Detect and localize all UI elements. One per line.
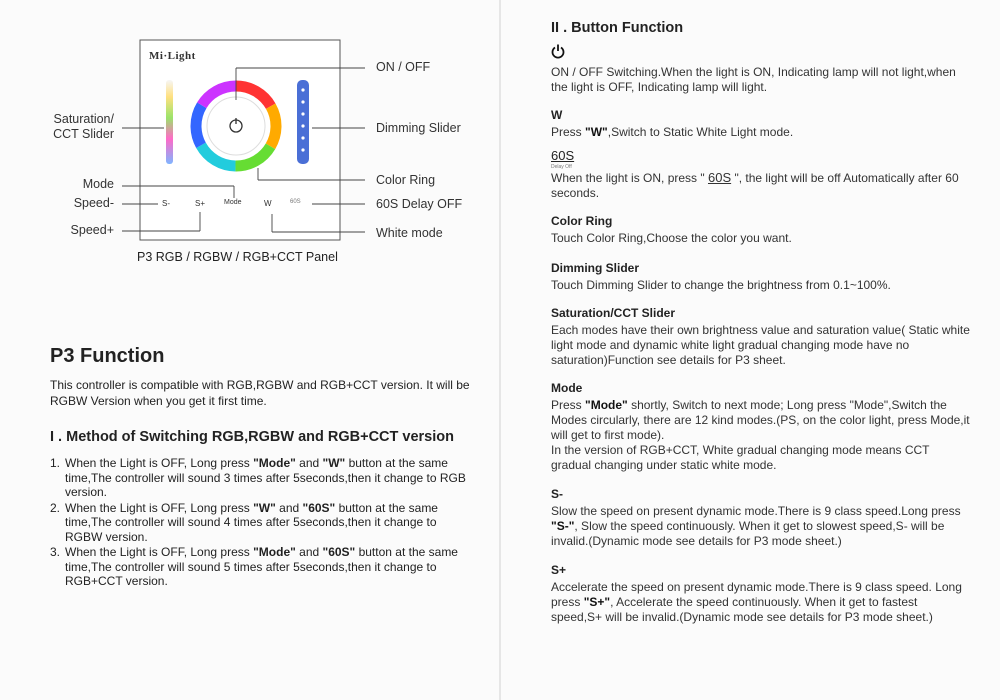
saturation-slider [166, 80, 173, 164]
brand-logo: Mi·Light [149, 50, 196, 62]
section-2-title: II . Button Function [551, 20, 684, 36]
panel-caption: P3 RGB / RGBW / RGB+CCT Panel [137, 250, 338, 264]
list-item: 1. When the Light is OFF, Long press "Mode" and "W" button at the same time,The controller will sound 3 times after 5seconds,then it change to RGB version. [50, 456, 466, 499]
label-mode: Mode [82, 177, 114, 191]
list-item: 3. When the Light is OFF, Long press "Mode" and "60S" button at the same time,The controller will sound 5 times after 5seconds,then it change to RGB+CCT version. [50, 545, 458, 588]
dimming-text: Touch Dimming Slider to change the brightness from 0.1~100%. [551, 278, 891, 292]
60s-heading: 60S [551, 148, 575, 163]
steps-list [50, 456, 470, 590]
saturation-text: Each modes have their own brightness value and saturation value( Static white light mode and dynamic white light gradual changing mode have no saturation)Function see details for P3 sheet. [551, 323, 970, 367]
label-speed-minus: Speed- [73, 196, 114, 210]
mode-block: Mode Press "Mode" shortly, Switch to next mode; Long press "Mode",Switch the Modes circularly, there are 12 kind modes.(PS, on the color light, press Mode,it will get to first mode). In the version of RGB+CCT, White gradual changing mode means CCT gradual changing under static white mode. [551, 381, 970, 472]
saturation-block [551, 306, 971, 368]
s-minus-block: S- Slow the speed on present dynamic mode.There is 9 class speed.Long press "S-", Slow the speed continuously. When it get to slowest speed,S- will be invalid.(Dynamic mode see details for P3 mode sheet.) [551, 487, 971, 549]
saturation-heading: Saturation/CCT Slider [551, 306, 676, 320]
mode-text-2: In the version of RGB+CCT, White gradual changing mode means CCT gradual changing under static white mode. [551, 443, 930, 472]
button-s-plus: S+ [195, 199, 206, 208]
power-icon [551, 44, 565, 59]
label-onoff: ON / OFF [376, 60, 431, 74]
panel-diagram [0, 0, 500, 300]
w-heading: W [551, 108, 563, 122]
color-ring-text: Touch Color Ring,Choose the color you want. [551, 231, 792, 245]
color-ring-block [551, 214, 971, 246]
label-dimming-slider: Dimming Slider [376, 121, 461, 135]
button-s-minus: S- [162, 199, 170, 208]
button-mode: Mode [224, 199, 242, 206]
label-color-ring: Color Ring [376, 173, 436, 187]
label-speed-plus: Speed+ [70, 223, 114, 237]
button-60s: 60S [290, 199, 301, 205]
s-plus-block: S+ Accelerate the speed on present dynamic mode.There is 9 class speed. Long press "S+", Accelerate the speed continuously. When it get to fastest speed,S+ will be invalid.(Dynamic mode see details for P3 mode sheet.) [551, 563, 971, 625]
section-1-title: I . Method of Switching RGB,RGBW and RGB+CCT version [50, 429, 454, 445]
onoff-block [551, 44, 971, 95]
intro-paragraph: This controller is compatible with RGB,RGBW and RGB+CCT version. It will be RGBW Version when you get it first time. [50, 378, 470, 408]
label-delay-off: 60S Delay OFF [376, 197, 463, 211]
60s-block: 60S Delay Off When the light is ON, press " 60S ", the light will be off Automatically after 60 seconds. [551, 148, 971, 201]
w-block: W Press "W",Switch to Static White Light mode. [551, 108, 971, 140]
color-ring-heading: Color Ring [551, 214, 613, 228]
label-saturation-slider: Saturation/ CCT Slider [53, 112, 114, 141]
page-title: P3 Function [50, 345, 165, 367]
s-minus-heading: S- [551, 487, 563, 501]
s-plus-heading: S+ [551, 563, 567, 577]
dimming-heading: Dimming Slider [551, 261, 640, 275]
dimming-block [551, 261, 971, 293]
onoff-text: ON / OFF Switching.When the light is ON, Indicating lamp will not light,when the light is OFF, Indicating lamp will light. [551, 65, 956, 94]
list-item: 2. When the Light is OFF, Long press "W" and "60S" button at the same time,The controller will sound 4 times after 5seconds,then it change to RGBW version. [50, 500, 438, 544]
button-w: W [264, 199, 272, 208]
label-white-mode: White mode [376, 226, 443, 240]
mode-heading: Mode [551, 381, 583, 395]
60s-sub: Delay Off [551, 164, 572, 170]
